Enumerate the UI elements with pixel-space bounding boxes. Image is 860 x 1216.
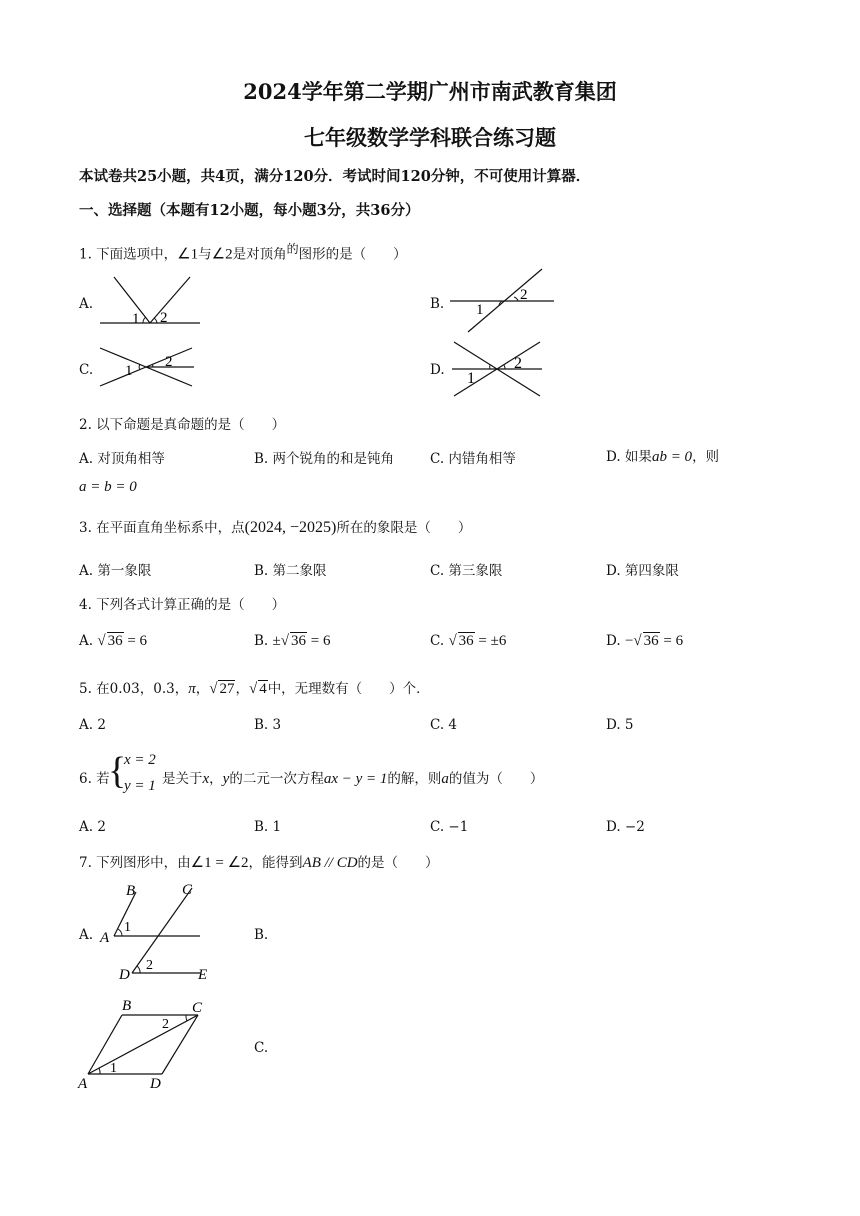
q3-option-c[interactable]: C. 第三象限 [430,563,503,579]
exam-intro: 本试卷共25小题，共4页，满分120分．考试时间120分钟，不可使用计算器． [79,168,591,185]
q1-option-b-label[interactable]: B. [430,296,445,312]
q3-option-b[interactable]: B. 第二象限 [254,563,327,579]
q4-option-d[interactable]: D. −√ 36 = 6 [606,633,684,649]
page-title: 2024学年第二学期广州市南武教育集团 [243,79,617,104]
question-5-stem: 5. 在0.03，0.3，π，√ 27，√ 4中，无理数有（ ）个． [79,681,430,697]
fig-c-label-b: B [122,998,132,1014]
q1-figure-b [448,266,558,336]
q1-figure-d [448,338,548,400]
q5-option-a[interactable]: A. 2 [79,717,106,733]
system-eq-1: x = 2 [124,752,156,768]
system-brace: { [108,750,127,792]
question-6-rest: 是关于x，y的二元一次方程ax − y = 1的解，则a的值为（ ） [162,771,544,787]
q3-option-a[interactable]: A. 第一象限 [79,563,152,579]
question-4-stem: 4. 下列各式计算正确的是（ ） [79,597,286,613]
section-heading: 一、选择题（本题有12小题，每小题3分，共36分） [79,202,420,219]
fig-a-label-d: D [119,967,130,983]
q1-fig-c-label-2: 2 [165,354,173,370]
q6-option-b[interactable]: B. 1 [254,819,282,835]
q1-option-d-label[interactable]: D. [430,362,445,378]
system-eq-2: y = 1 [124,778,156,794]
q7-option-a-label[interactable]: A. [79,927,94,943]
q6-option-c[interactable]: C. −1 [430,819,469,835]
q4-option-c[interactable]: C. √ 36 = ±6 [430,633,507,649]
q7-option-c-label[interactable]: C. [254,1040,269,1056]
fig-a-label-b: B [126,883,136,899]
q1-figure-a [96,272,206,330]
q5-option-b[interactable]: B. 3 [254,717,282,733]
q2-option-d-continued: a = b = 0 [79,479,137,495]
q7-figure-a [96,878,216,986]
question-1-stem: 1. 下面选项中，∠1与∠2是对顶角$^的$图形的是（ ） [79,242,407,263]
q1-fig-b-label-2: 2 [520,287,528,303]
fig-c-label-2: 2 [162,1017,169,1032]
q2-option-d[interactable]: D. 如果ab = 0，则 [606,449,720,465]
fig-c-label-c: C [192,1000,203,1016]
q2-option-b[interactable]: B. 两个锐角的和是钝角 [254,451,395,467]
fig-c-label-a: A [78,1076,88,1092]
q4-option-b[interactable]: B. ±√ 36 = 6 [254,633,331,649]
question-3-stem: 3. 在平面直角坐标系中，点(2024, −2025)所在的象限是（ ） [79,519,472,536]
question-6-prefix: 6. 若 [79,771,110,787]
q6-option-d[interactable]: D. −2 [606,819,645,835]
q1-fig-d-label-1: 1 [467,370,475,387]
q1-fig-b-label-1: 1 [476,302,484,318]
q1-fig-c-label-1: 1 [125,363,133,379]
fig-a-label-a: A [100,930,110,946]
fig-a-label-c: C [182,882,193,898]
q3-option-d[interactable]: D. 第四象限 [606,563,679,579]
q4-option-a[interactable]: A. √ 36 = 6 [79,633,148,649]
q1-fig-a-label-1: 1 [132,311,140,327]
q1-option-a-label[interactable]: A. [79,296,94,312]
fig-a-label-1: 1 [124,920,131,935]
q7-figure-c [74,996,214,1092]
fig-c-label-d: D [150,1076,161,1092]
q1-fig-a-label-2: 2 [160,310,168,326]
q1-fig-d-label-2: 2 [514,355,522,372]
q5-option-d[interactable]: D. 5 [606,717,634,733]
fig-a-label-2: 2 [146,958,153,973]
page-subtitle: 七年级数学学科联合练习题 [304,125,556,150]
q2-option-c[interactable]: C. 内错角相等 [430,451,516,467]
q1-option-c-label[interactable]: C. [79,362,94,378]
question-7-stem: 7. 下列图形中，由∠1 = ∠2，能得到AB // CD的是（ ） [79,855,439,871]
q5-option-c[interactable]: C. 4 [430,717,458,733]
fig-c-label-1: 1 [110,1061,117,1076]
question-2-stem: 2. 以下命题是真命题的是（ ） [79,417,286,433]
q6-option-a[interactable]: A. 2 [79,819,106,835]
fig-a-label-e: E [198,967,208,983]
q1-figure-c [96,344,206,390]
q7-option-b-label[interactable]: B. [254,927,269,943]
q2-option-a[interactable]: A. 对顶角相等 [79,451,165,467]
